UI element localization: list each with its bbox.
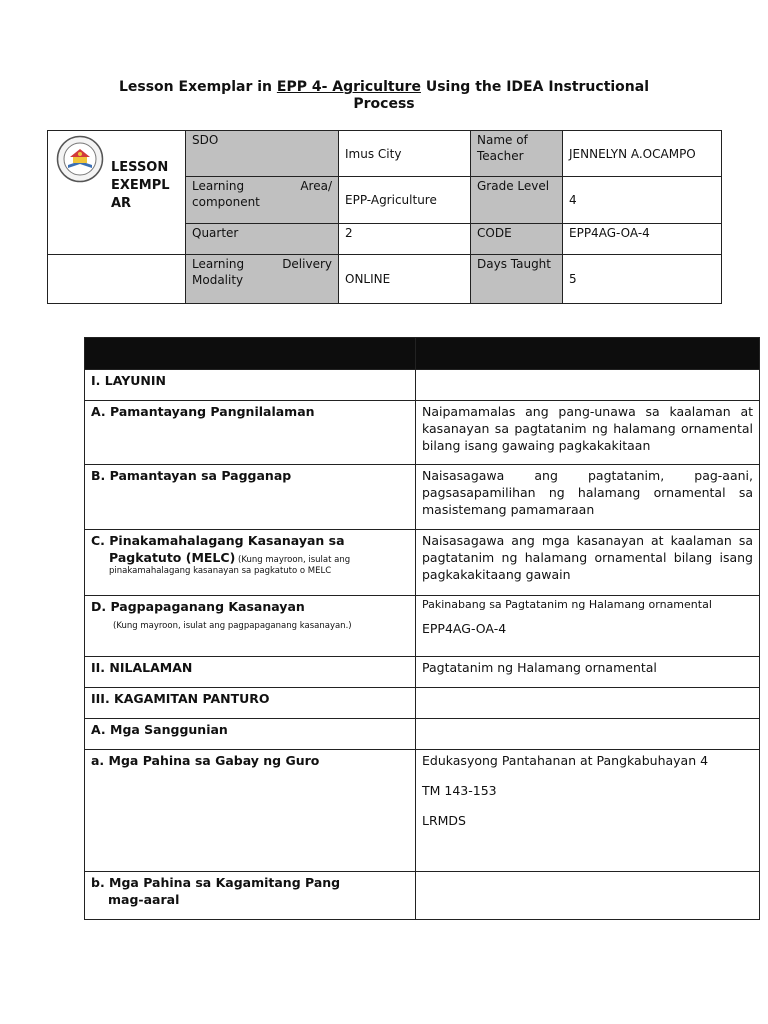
lesson-header-table	[47, 130, 722, 304]
mga-sanggunian-label: A. Mga Sanggunian	[85, 719, 416, 750]
grade-level-value: 4	[563, 177, 722, 224]
table-row	[85, 719, 760, 750]
teacher-value: JENNELYN A.OCAMPO	[563, 131, 722, 177]
melc-value: Naisasagawa ang mga kasanayan at kaalaman sa pagtatanim ng halamang ornamental bilang isang pagkakakitaang gawain	[416, 530, 760, 596]
quarter-value: 2	[339, 224, 471, 255]
code-value: EPP4AG-OA-4	[563, 224, 722, 255]
lesson-content-table	[84, 337, 760, 920]
table-row	[85, 596, 760, 657]
table-row	[85, 657, 760, 688]
table-row	[85, 401, 760, 465]
pamantayan-pagganap-label: B. Pamantayan sa Pagganap	[85, 465, 416, 530]
pamantayang-pangnilalaman-label: A. Pamantayang Pangnilalaman	[85, 401, 416, 465]
lesson-label-cell	[48, 131, 186, 255]
layunin-label: I. LAYUNIN	[85, 370, 416, 401]
kagamitang-pang-mag-aaral-value	[416, 872, 760, 920]
teacher-label: Name of Teacher	[471, 131, 563, 177]
table-row	[85, 872, 760, 920]
nilalaman-label: II. NILALAMAN	[85, 657, 416, 688]
table-row	[85, 750, 760, 872]
quarter-label: Quarter	[186, 224, 339, 255]
kagamitan-panturo-label: III. KAGAMITAN PANTURO	[85, 688, 416, 719]
deped-seal-icon	[56, 135, 104, 183]
kagamitang-pang-mag-aaral-label: b. Mga Pahina sa Kagamitang Pang mag-aaral	[85, 872, 416, 920]
days-taught-label: Days Taught	[471, 255, 563, 304]
pamantayan-pagganap-value: Naisasagawa ang pagtatanim, pag-aani, pagsasapamilihan ng halamang ornamental sa masistemang pamamaraan	[416, 465, 760, 530]
days-taught-value: 5	[563, 255, 722, 304]
table-row	[85, 370, 760, 401]
gabay-ng-guro-label: a. Mga Pahina sa Gabay ng Guro	[85, 750, 416, 872]
grade-level-label: Grade Level	[471, 177, 563, 224]
learning-area-label: Learning Area/ component	[186, 177, 339, 224]
empty-cell	[48, 255, 186, 304]
delivery-modality-label: Learning Delivery Modality	[186, 255, 339, 304]
learning-area-value: EPP-Agriculture	[339, 177, 471, 224]
lesson-label-line2: EXEMPL	[111, 178, 170, 193]
title-subject: EPP 4- Agriculture	[276, 79, 421, 95]
layunin-value	[416, 370, 760, 401]
melc-label: C. Pinakamahalagang Kasanayan sa Pagkatuto (MELC) (Kung mayroon, isulat ang pinakamahalagang kasanayan sa pagkatuto o MELC	[85, 530, 416, 596]
kagamitan-panturo-value	[416, 688, 760, 719]
table-row	[85, 465, 760, 530]
title-line2: Process	[353, 96, 415, 112]
code-label: CODE	[471, 224, 563, 255]
lesson-label-line3: AR	[111, 196, 132, 211]
mga-sanggunian-value	[416, 719, 760, 750]
table-row	[85, 688, 760, 719]
title-prefix: Lesson Exemplar in	[118, 79, 277, 95]
lesson-label-line1: LESSON	[111, 160, 169, 175]
sdo-label: SDO	[186, 131, 339, 177]
title-suffix: Using the IDEA Instructional	[420, 79, 650, 95]
pamantayang-pangnilalaman-value: Naipamamalas ang pang-unawa sa kaalaman at kasanayan sa pagtatanim ng halamang ornamental bilang isang gawaing pagkakakitaan	[416, 401, 760, 465]
pagpapaganang-kasanayan-value: Pakinabang sa Pagtatanim ng Halamang ornamental EPP4AG-OA-4	[416, 596, 760, 657]
nilalaman-value: Pagtatanim ng Halamang ornamental	[416, 657, 760, 688]
gabay-ng-guro-value: Edukasyong Pantahanan at Pangkabuhayan 4 TM 143-153 LRMDS	[416, 750, 760, 872]
sdo-value: Imus City	[339, 131, 471, 177]
table-header-row	[85, 338, 760, 370]
document-title	[0, 79, 768, 113]
pagpapaganang-kasanayan-label: D. Pagpapaganang Kasanayan (Kung mayroon, isulat ang pagpapaganang kasanayan.)	[85, 596, 416, 657]
table-row	[85, 530, 760, 596]
delivery-modality-value: ONLINE	[339, 255, 471, 304]
